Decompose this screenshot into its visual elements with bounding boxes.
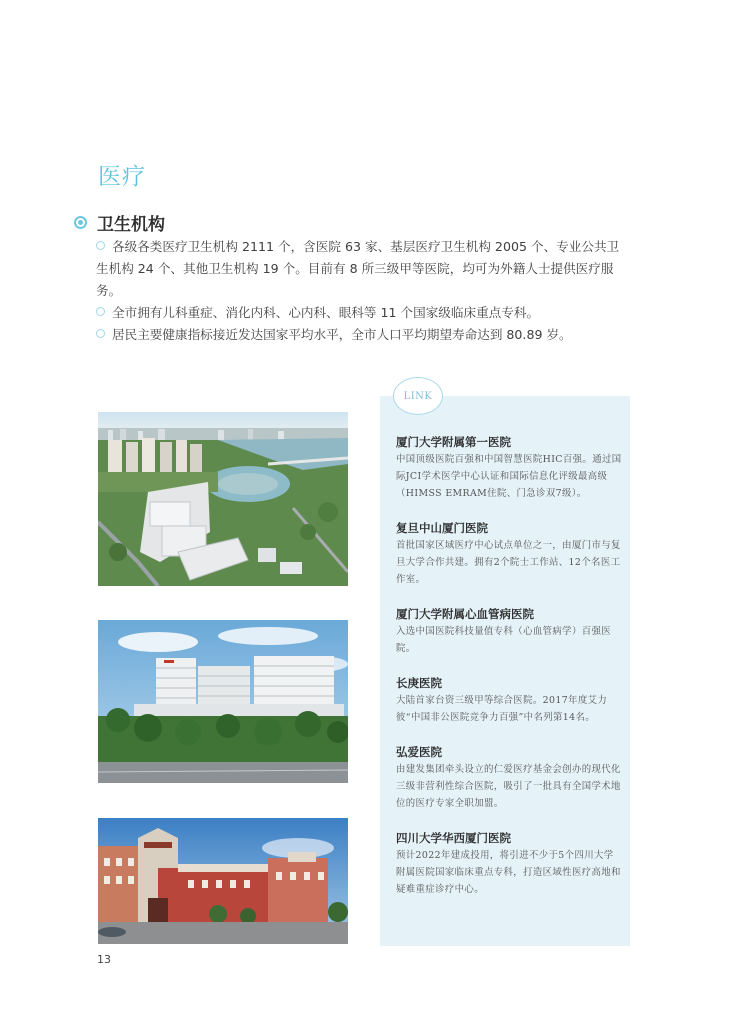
hospital-entry bbox=[396, 744, 622, 812]
bullet-ring-icon bbox=[96, 241, 105, 250]
bullet-ring-icon bbox=[96, 307, 105, 316]
body-text bbox=[96, 236, 626, 346]
hospital-name: 四川大学华西厦门医院 bbox=[396, 831, 511, 845]
hospital-name: 弘爱医院 bbox=[396, 745, 442, 759]
hospital-description: 中国顶级医院百强和中国智慧医院HIC百强。通过国际JCI学术医学中心认证和国际信息化评级最高级（HIMSS EMRAM住院、门急诊双7级）。 bbox=[396, 454, 622, 499]
hospital-description: 入选中国医院科技量值专科（心血管病学）百强医院。 bbox=[396, 626, 612, 654]
hospital-entry bbox=[396, 606, 622, 657]
page-number: 13 bbox=[97, 953, 111, 966]
hospital-aerial-photo bbox=[98, 412, 348, 586]
link-badge: LINK bbox=[393, 377, 443, 415]
bullet-ring-icon bbox=[96, 329, 105, 338]
hospital-entry bbox=[396, 520, 622, 588]
paragraph-1-text: 各级各类医疗卫生机构 2111 个，含医院 63 家、基层医疗卫生机构 2005 个、专业公共卫生机构 24 个、其他卫生机构 19 个。目前有 8 所三级甲等医院，均可为外籍人士提供医疗服务。 bbox=[96, 239, 620, 298]
hospital-description: 预计2022年建成投用，将引进不少于5个四川大学附属医院国家临床重点专科，打造区域性医疗高地和疑难重症诊疗中心。 bbox=[396, 850, 621, 895]
hospital-entry bbox=[396, 434, 622, 502]
hospital-description: 由建发集团牵头设立的仁爱医疗基金会创办的现代化三级非营利性综合医院，吸引了一批具有全国学术地位的医疗专家全职加盟。 bbox=[396, 764, 621, 809]
hospital-facade-photo bbox=[98, 818, 348, 944]
hospital-name: 长庚医院 bbox=[396, 676, 442, 690]
hospital-name: 复旦中山厦门医院 bbox=[396, 521, 488, 535]
hospital-list bbox=[396, 434, 622, 916]
paragraph-2-text: 全市拥有儿科重症、消化内科、心内科、眼科等 11 个国家级临床重点专科。 bbox=[112, 305, 540, 320]
section-title: 医疗 bbox=[98, 164, 146, 190]
hospital-building-photo bbox=[98, 620, 348, 783]
paragraph-2 bbox=[96, 302, 626, 324]
paragraph-3 bbox=[96, 324, 626, 346]
hospital-name: 厦门大学附属心血管病医院 bbox=[396, 607, 534, 621]
subsection-title: 卫生机构 bbox=[97, 215, 165, 235]
hospital-description: 首批国家区域医疗中心试点单位之一，由厦门市与复旦大学合作共建。拥有2个院士工作站、12个名医工作室。 bbox=[396, 540, 621, 585]
hospital-entry bbox=[396, 675, 622, 726]
bullseye-icon bbox=[74, 216, 87, 229]
hospital-name: 厦门大学附属第一医院 bbox=[396, 435, 511, 449]
paragraph-3-text: 居民主要健康指标接近发达国家平均水平，全市人口平均期望寿命达到 80.89 岁。 bbox=[112, 327, 572, 342]
subsection-heading bbox=[74, 210, 165, 235]
hospital-entry bbox=[396, 830, 622, 898]
hospital-description: 大陆首家台资三级甲等综合医院。2017年度艾力彼“中国非公医院竞争力百强”中名列第14名。 bbox=[396, 695, 608, 723]
paragraph-1 bbox=[96, 236, 626, 302]
